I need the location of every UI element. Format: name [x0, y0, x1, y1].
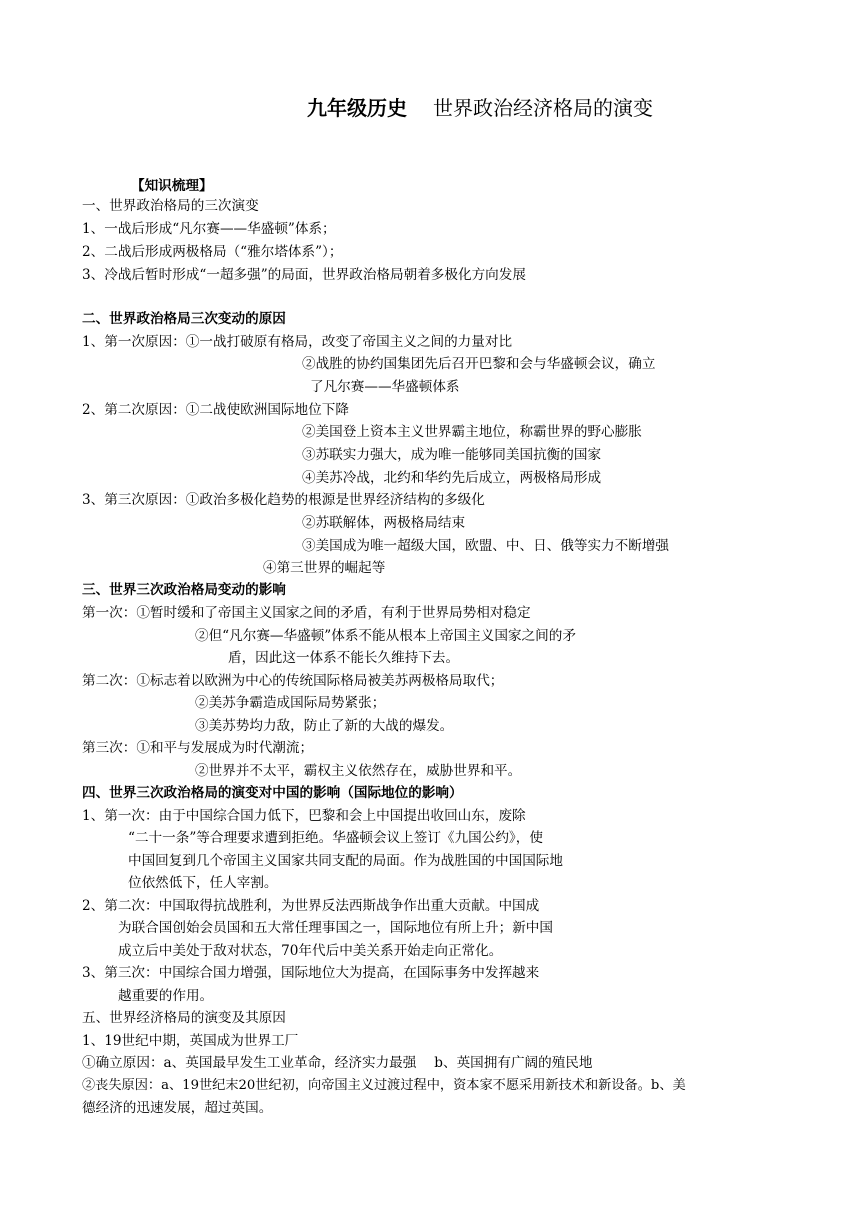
heading-3: 三、世界三次政治格局变动的影响	[82, 582, 286, 598]
text-line: 1、19世纪中期，英国成为世界工厂	[82, 1033, 299, 1049]
text-line: 1、第一次：由于中国综合国力低下，巴黎和会上中国提出收回山东，废除	[82, 808, 526, 824]
heading-4: 四、世界三次政治格局的演变对中国的影响（国际地位的影响）	[82, 785, 463, 801]
page-title	[0, 92, 860, 121]
text-line: “二十一条”等合理要求遭到拒绝。华盛顿会议上签订《九国公约》，使	[128, 830, 543, 846]
text-line: ②美苏争霸造成国际局势紧张；	[195, 695, 386, 711]
title-topic: 世界政治经济格局的演变	[433, 96, 653, 120]
text-line: 3、冷战后暂时形成“一超多强”的局面，世界政治格局朝着多极化方向发展	[82, 267, 526, 283]
text-line: 位依然低下，任人宰割。	[128, 875, 278, 891]
text-line: ②战胜的协约国集团先后召开巴黎和会与华盛顿会议，确立	[302, 356, 656, 372]
text-line: 3、第三次原因：①政治多极化趋势的根源是世界经济结构的多级化	[82, 492, 485, 508]
text-line: 越重要的作用。	[118, 988, 214, 1004]
text-line: 2、二战后形成两极格局（“雅尔塔体系”）；	[82, 244, 343, 260]
text-line: 中国回复到几个帝国主义国家共同支配的局面。作为战胜国的中国国际地	[128, 853, 563, 869]
text-line: 了凡尔赛——华盛顿体系	[310, 379, 460, 395]
text-line: 1、一战后形成“凡尔赛——华盛顿”体系；	[82, 221, 336, 237]
text-line: ②美国登上资本主义世界霸主地位，称霸世界的野心膨胀	[302, 424, 642, 440]
heading-5: 五、世界经济格局的演变及其原因	[82, 1010, 286, 1026]
title-subject: 九年级历史	[307, 96, 407, 120]
text-line: ③美苏势均力敌，防止了新的大战的爆发。	[195, 718, 454, 734]
text-line: 成立后中美处于敌对状态，70年代后中美关系开始走向正常化。	[118, 943, 503, 959]
heading-1: 一、世界政治格局的三次演变	[82, 198, 259, 214]
text-line: ③苏联实力强大，成为唯一能够同美国抗衡的国家	[302, 447, 602, 463]
text-line: 盾，因此这一体系不能长久维持下去。	[228, 650, 460, 666]
text-line: ①确立原因：a、英国最早发生工业革命，经济实力最强 b、英国拥有广阔的殖民地	[82, 1055, 593, 1071]
text-line: 第三次：①和平与发展成为时代潮流；	[82, 740, 314, 756]
text-line: 3、第三次：中国综合国力增强，国际地位大为提高，在国际事务中发挥越来	[82, 965, 540, 981]
text-line: ②苏联解体，两极格局结束	[302, 515, 466, 531]
text-line: 第二次：①标志着以欧洲为中心的传统国际格局被美苏两极格局取代；	[82, 673, 504, 689]
section-label: 【知识梳理】	[131, 178, 213, 194]
text-line: 为联合国创始会员国和五大常任理事国之一，国际地位有所上升；新中国	[118, 920, 553, 936]
text-line: ②但“凡尔赛—华盛顿”体系不能从根本上帝国主义国家之间的矛	[195, 628, 576, 644]
text-line: ③美国成为唯一超级大国，欧盟、中、日、俄等实力不断增强	[302, 538, 670, 554]
text-line: ②丧失原因：a、19世纪末20世纪初，向帝国主义过渡过程中，资本家不愿采用新技术和新设备。b、美	[82, 1078, 686, 1093]
text-line: ④第三世界的崛起等	[263, 560, 386, 576]
text-line: 第一次：①暂时缓和了帝国主义国家之间的矛盾，有利于世界局势相对稳定	[82, 605, 531, 621]
text-line: 2、第二次原因：①二战使欧洲国际地位下降	[82, 402, 349, 418]
heading-2: 二、世界政治格局三次变动的原因	[82, 311, 286, 327]
text-line: 2、第二次：中国取得抗战胜利，为世界反法西斯战争作出重大贡献。中国成	[82, 898, 540, 914]
text-line: ②世界并不太平，霸权主义依然存在，威胁世界和平。	[195, 763, 522, 779]
text-line: ④美苏冷战，北约和华约先后成立，两极格局形成	[302, 470, 602, 486]
text-line: 德经济的迅速发展，超过英国。	[82, 1100, 273, 1116]
text-line: 1、第一次原因：①一战打破原有格局，改变了帝国主义之间的力量对比	[82, 334, 513, 350]
